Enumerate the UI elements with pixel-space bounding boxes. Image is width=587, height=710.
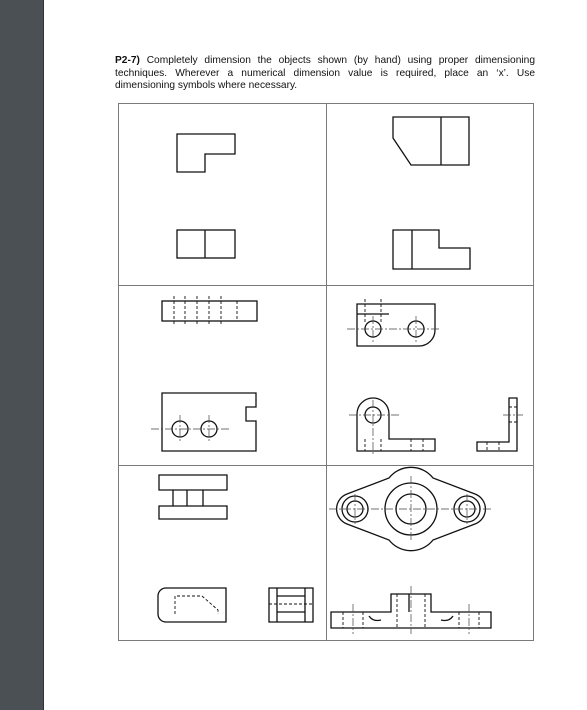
cell-2-top-view (393, 117, 469, 165)
viewer-sidebar (0, 0, 44, 710)
cell-2-front-view (393, 230, 470, 269)
cell-5-side-view (269, 588, 313, 622)
exercise-grid (118, 103, 534, 641)
cell-3-drawing (151, 296, 257, 451)
cell-5-drawing (158, 475, 313, 622)
cell-1-front-view (177, 230, 235, 258)
cell-1-top-view (177, 134, 235, 172)
cell-4-front-view (357, 398, 435, 451)
cell-2-drawing (393, 117, 470, 269)
document-page (44, 0, 587, 710)
problem-number: P2-7) (115, 55, 140, 66)
cell-3-top-view (162, 301, 257, 321)
cell-4-side-view (477, 398, 517, 451)
orthographic-drawings (119, 104, 535, 642)
cell-5-front-view (158, 588, 226, 622)
cell-4-drawing (347, 299, 523, 456)
cell-1-drawing (177, 134, 235, 258)
cell-6-drawing (329, 467, 493, 634)
cell-5-top-view (159, 475, 227, 519)
problem-statement (115, 55, 535, 93)
problem-text: Completely dimension the objects shown (by hand) using proper dimensioning techniques. Wherever a numerical dimension value is required, place an ‘x’. Use dimensioning symbols where necessary. (115, 55, 535, 92)
